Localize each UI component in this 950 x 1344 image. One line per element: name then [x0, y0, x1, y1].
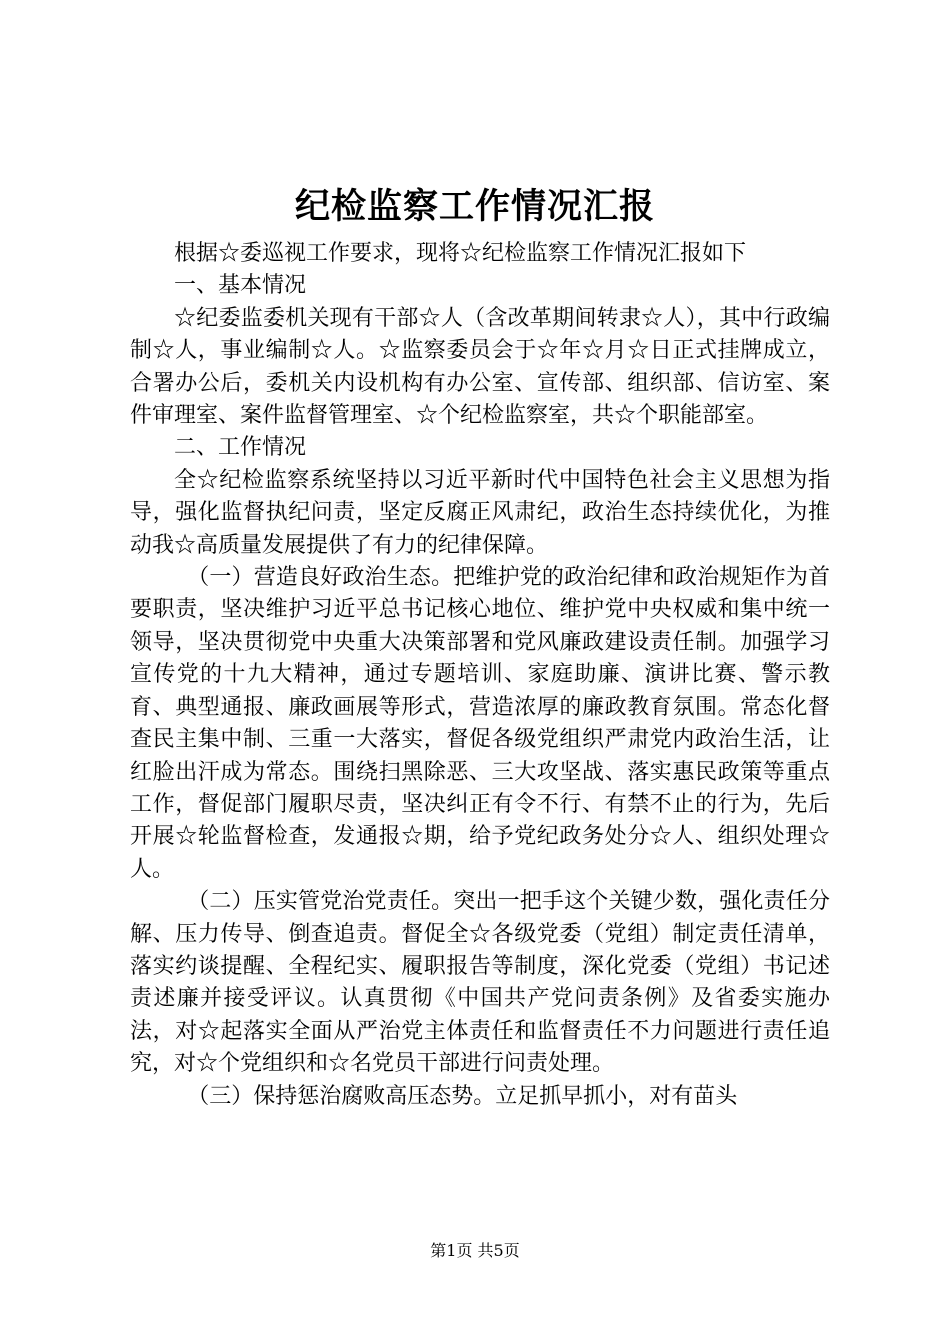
page-footer: 第1页 共5页 [430, 1241, 520, 1260]
section-heading-basic: 一、基本情况 [174, 273, 307, 299]
work-item-3-paragraph: （三）保持惩治腐败高压态势。立足抓早抓小，对有苗头 [187, 1083, 738, 1109]
work-item-2-paragraph: （二）压实管党治党责任。突出一把手这个关键少数，强化责任分解、压力传导、倒查追责。督促全☆各级党委（党组）制定责任清单，落实约谈提醒、全程纪实、履职报告等制度，深化党委（党组）书记述责述廉并接受评议。认真贯彻《中国共产党问责条例》及省委实施办法，对☆起落实全面从严治党主体责任和监督责任不力问题进行责任追究，对☆个党组织和☆名党员干部进行问责处理。 [130, 889, 830, 1077]
work-item-1-paragraph: （一）营造良好政治生态。把维护党的政治纪律和政治规矩作为首要职责，坚决维护习近平总书记核心地位、维护党中央权威和集中统一领导，坚决贯彻党中央重大决策部署和党风廉政建设责任制。加强学习宣传党的十九大精神，通过专题培训、家庭助廉、演讲比赛、警示教育、典型通报、廉政画展等形式，营造浓厚的廉政教育氛围。常态化督查民主集中制、三重一大落实，督促各级党组织严肃党内政治生活，让红脸出汗成为常态。围绕扫黑除恶、三大攻坚战、落实惠民政策等重点工作，督促部门履职尽责，坚决纠正有令不行、有禁不止的行为，先后开展☆轮监督检查，发通报☆期，给予党纪政务处分☆人、组织处理☆人。 [130, 565, 830, 882]
work-overview-paragraph: 全☆纪检监察系统坚持以习近平新时代中国特色社会主义思想为指导，强化监督执纪问责，坚定反腐正风肃纪，政治生态持续优化，为推动我☆高质量发展提供了有力的纪律保障。 [130, 467, 830, 558]
intro-paragraph: 根据☆委巡视工作要求，现将☆纪检监察工作情况汇报如下 [174, 241, 747, 266]
section-heading-work: 二、工作情况 [174, 435, 307, 461]
document-body [130, 238, 830, 1113]
basic-info-paragraph: ☆纪委监委机关现有干部☆人（含改革期间转隶☆人），其中行政编制☆人，事业编制☆人。☆监察委员会于☆年☆月☆日正式挂牌成立，合署办公后，委机关内设机构有办公室、宣传部、组织部、信访室、案件审理室、案件监督管理室、☆个纪检监察室，共☆个职能部室。 [130, 305, 830, 429]
page-title: 纪检监察工作情况汇报 [294, 187, 655, 227]
